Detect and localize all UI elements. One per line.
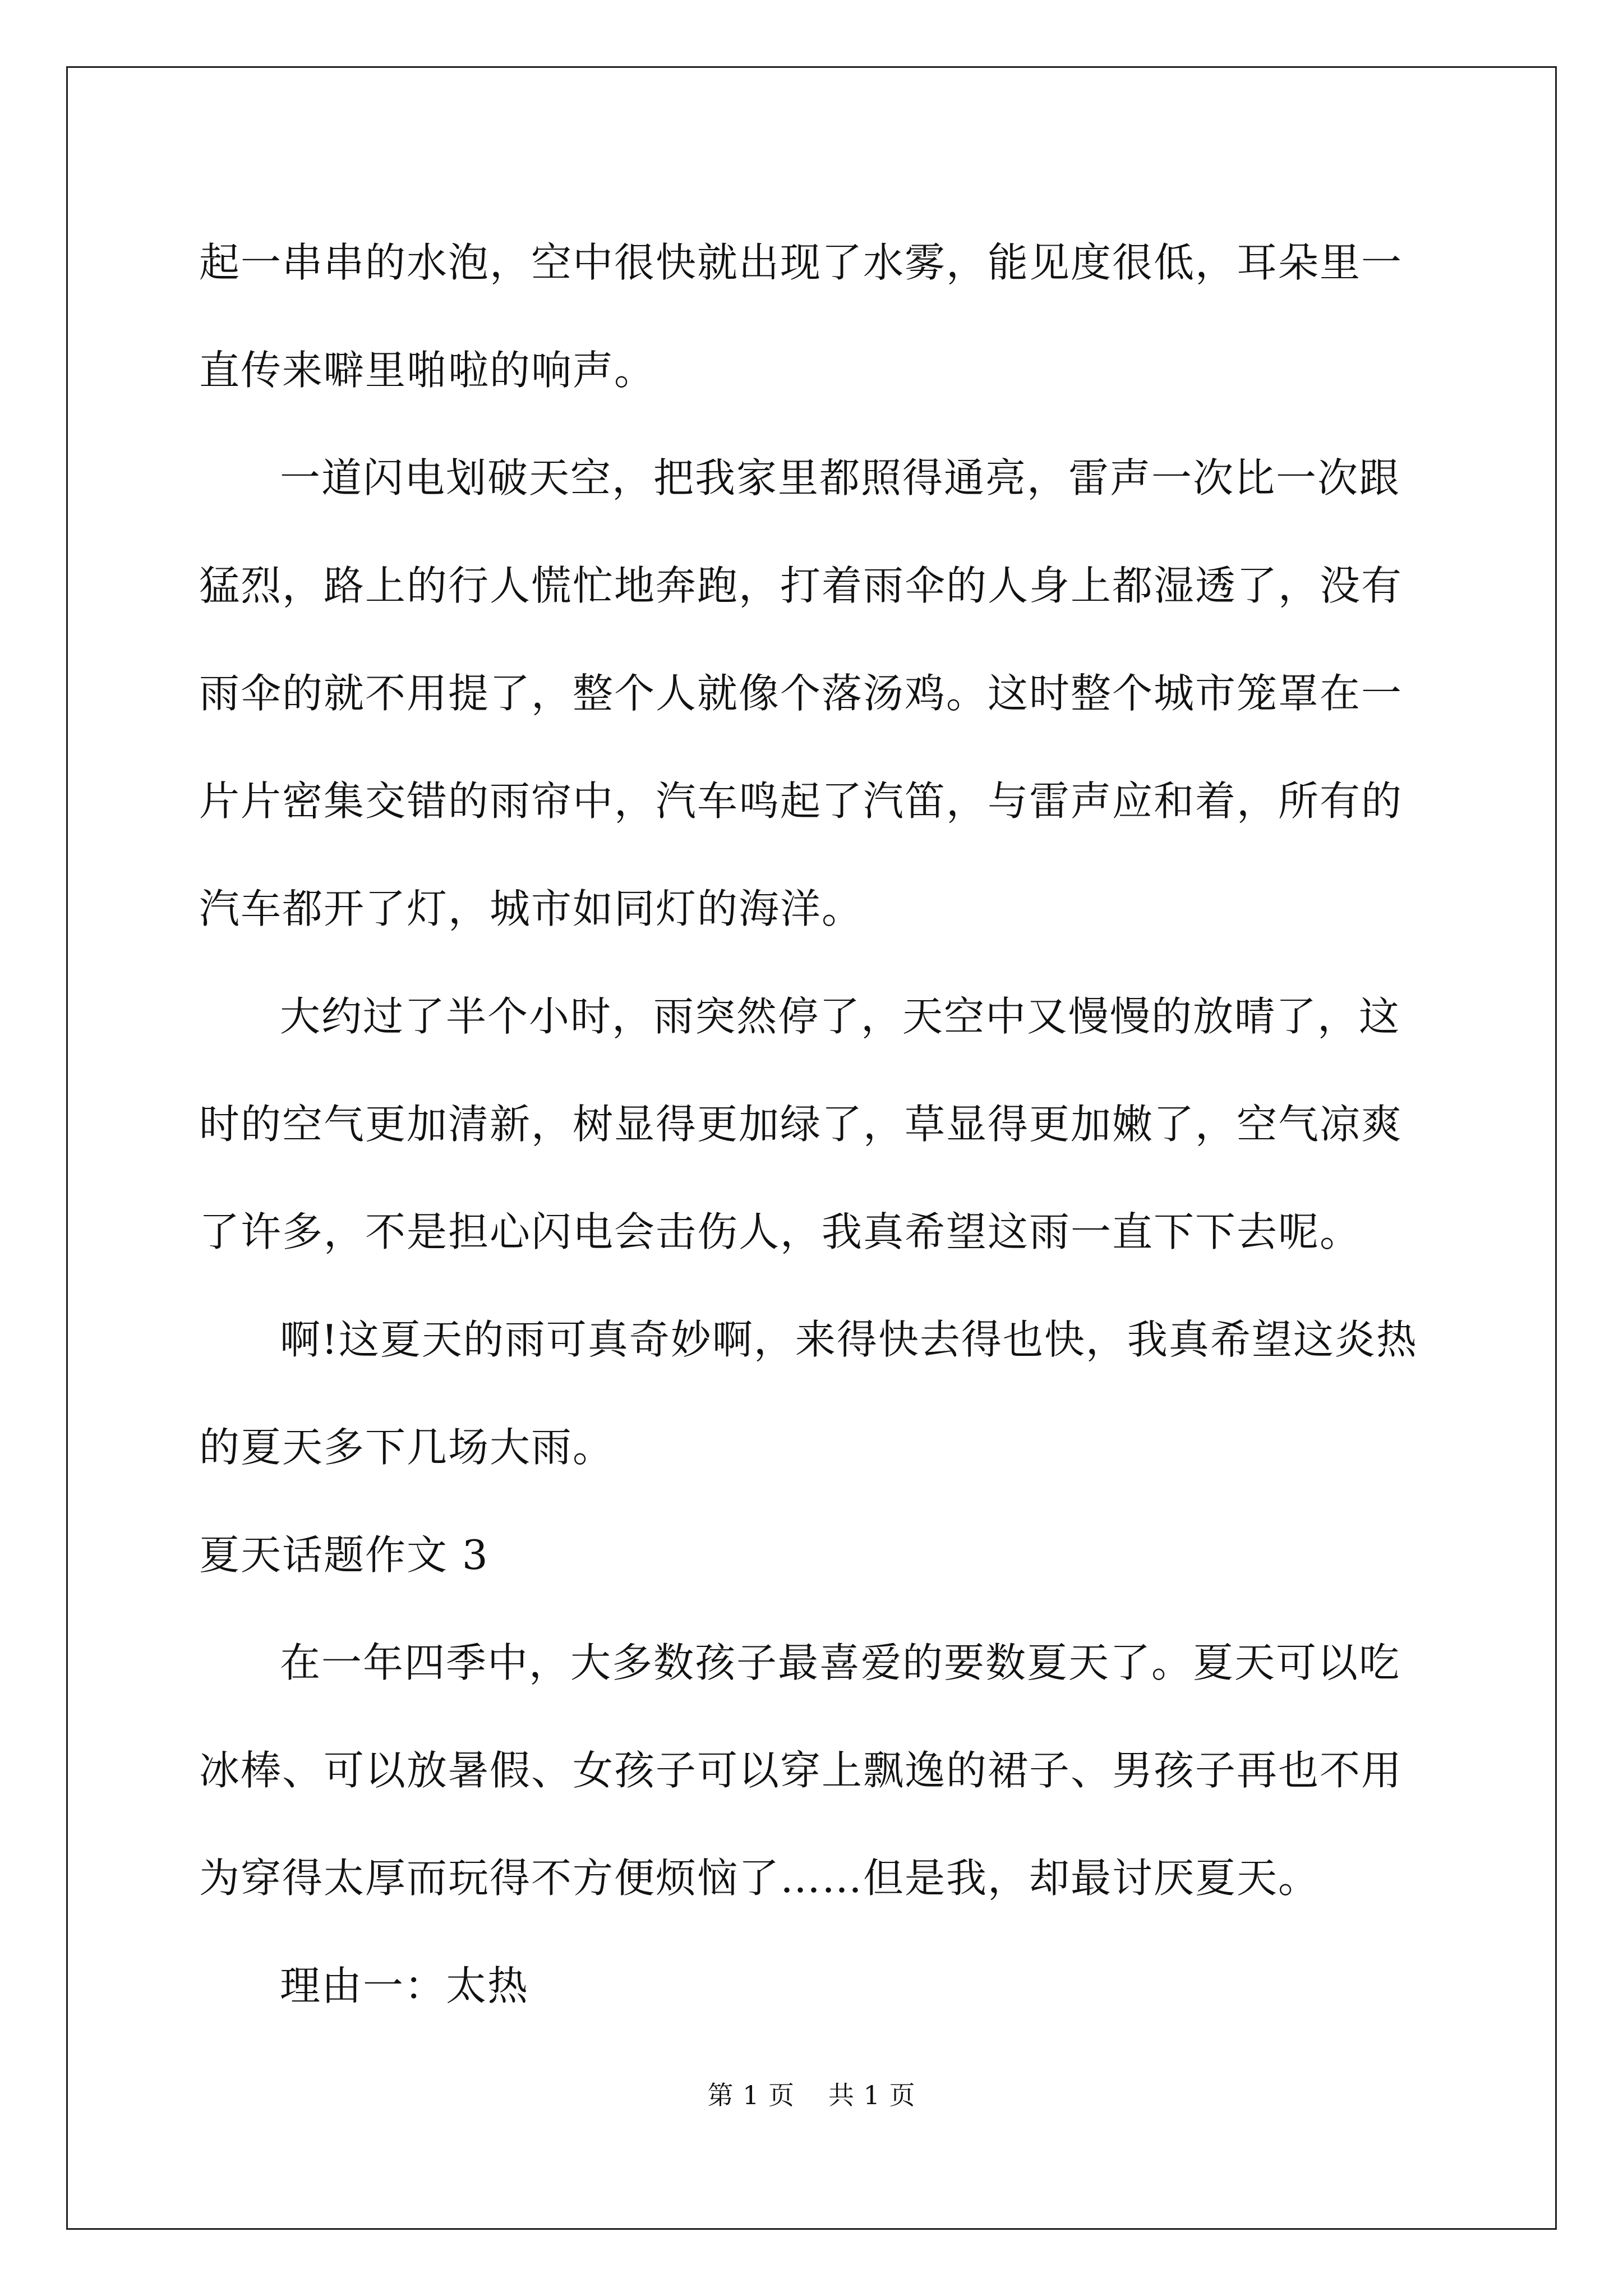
paragraph-1: 起一串串的水泡，空中很快就出现了水雾，能见度很低，耳朵里一直传来噼里啪啦的响声。 [199, 239, 1403, 394]
section-paragraph-2: 理由一：太热 [280, 1962, 529, 2009]
paragraph-2: 一道闪电划破天空，把我家里都照得通亮，雷声一次比一次跟猛烈，路上的行人慌忙地奔跑，打着雨伞的人身上都湿透了，没有雨伞的就不用提了，整个人就像个落汤鸡。这时整个城市笼罩在一片片密集交错的雨帘中，汽车鸣起了汽笛，与雷声应和着，所有的汽车都开了灯，城市如同灯的海洋。 [199, 454, 1403, 932]
page-number-current: 第 1 页 [707, 2080, 795, 2110]
section-title: 夏天话题作文 3 [199, 1531, 489, 1579]
document-body [199, 209, 1424, 2040]
paragraph-4: 啊!这夏天的雨可真奇妙啊，来得快去得也快，我真希望这炎热的夏天多下几场大雨。 [199, 1316, 1418, 1471]
section-paragraph-1: 在一年四季中，大多数孩子最喜爱的要数夏天了。夏天可以吃冰棒、可以放暑假、女孩子可以穿上飘逸的裙子、男孩子再也不用为穿得太厚而玩得不方便烦恼了……但是我，却最讨厌夏天。 [199, 1639, 1403, 1902]
page-footer [0, 2078, 1623, 2112]
page-number-total: 共 1 页 [828, 2080, 916, 2110]
paragraph-3: 大约过了半个小时，雨突然停了，天空中又慢慢的放晴了，这时的空气更加清新，树显得更加绿了，草显得更加嫩了，空气凉爽了许多，不是担心闪电会击伤人，我真希望这雨一直下下去呢。 [199, 993, 1403, 1255]
